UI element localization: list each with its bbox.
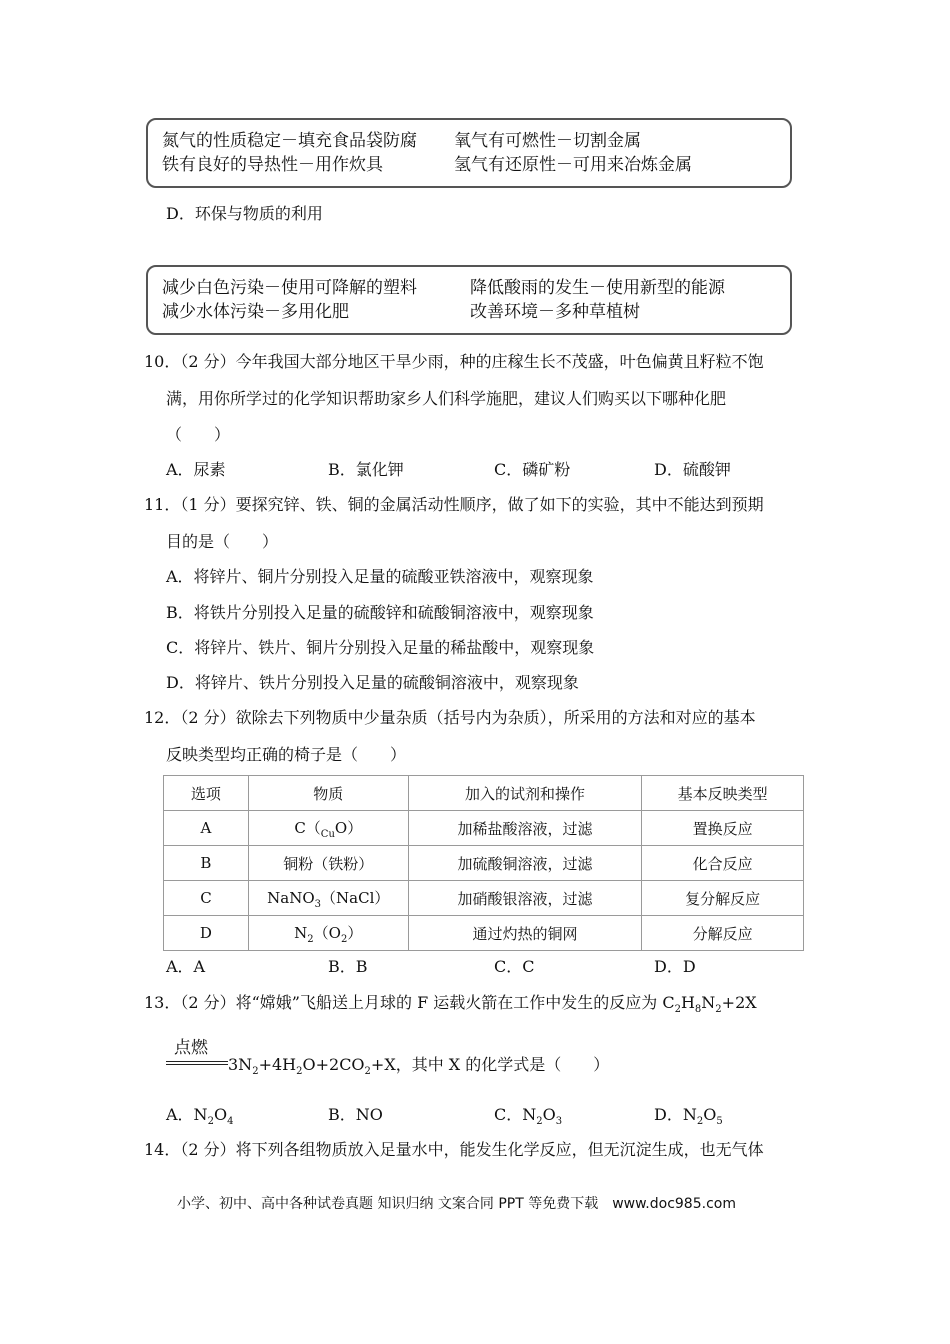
q10-option-b: B．氯化钾 [328,460,404,479]
cell-option: A [164,811,249,846]
q13-option-c: C．$N_2O_3$ [494,1105,563,1128]
box1-line1-left: 氮气的性质稳定－填充食品袋防腐 [162,131,417,151]
header-reaction-type: 基本反映类型 [642,776,804,811]
answer-box-d [146,265,792,335]
q14-stem-line1: 14．（2 分）将下列各组物质放入足量水中，能发生化学反应，但无沉淀生成，也无气体 [144,1140,764,1159]
q10-option-d: D．硫酸钾 [654,460,731,479]
table-row [164,846,804,881]
table-row [164,881,804,916]
box2-line1-right: 降低酸雨的发生－使用新型的能源 [470,278,725,298]
q13-option-d: D．$N_2O_5$ [654,1105,723,1128]
header-substance: 物质 [248,776,408,811]
cell-reagent: 加硝酸银溶液，过滤 [408,881,642,916]
cell-substance: 铜粉（铁粉） [248,846,408,881]
q13-stem-text: 13．（2 分）将“嫦娥”飞船送上月球的 F 运载火箭在工作中发生的反应为 C [144,993,675,1012]
q13-option-d-text: D．N [654,1105,697,1124]
q10-stem-line1: 10．（2 分）今年我国大部分地区干旱少雨，种的庄稼生长不茂盛，叶色偏黄且籽粒不饱 [144,352,764,371]
q10-stem-line3: （ ） [166,425,231,444]
arrow-line-top [166,1061,228,1062]
q13-stem-line2: $3N_2+4H_2O+2CO_2+X$，其中 X 的化学式是（ ） [228,1055,610,1078]
q12-option-b: B．B [328,957,368,976]
box1-line2-left: 铁有良好的导热性－用作炊具 [162,155,383,175]
q12-option-a: A．A [166,957,206,976]
arrow-line-bottom [166,1064,228,1065]
q13-option-b: B．NO [328,1105,383,1124]
q13-stem-line1: 13．（2 分）将“嫦娥”飞船送上月球的 F 运载火箭在工作中发生的反应为 $C_2H_8N_2+2X$ [144,993,757,1016]
q13-option-a: A．$N_2O_4$ [166,1105,234,1128]
q11-option-c: C．将锌片、铁片、铜片分别投入足量的稀盐酸中，观察现象 [166,638,595,657]
table-header-row [164,776,804,811]
q11-stem-line2: 目的是（ ） [166,532,279,551]
reaction-arrow [166,1038,228,1068]
q13-option-c-text: C．N [494,1105,537,1124]
cell-reaction-type: 分解反应 [642,916,804,951]
cell-option: C [164,881,249,916]
box2-line2-right: 改善环境－多种草植树 [470,302,640,322]
cell-reagent: 加稀盐酸溶液，过滤 [408,811,642,846]
answer-box-c [146,118,792,188]
q10-stem-line2: 满，用你所学过的化学知识帮助家乡人们科学施肥，建议人们购买以下哪种化肥 [166,389,727,408]
cell-substance: $C(_{Cu}O)$ [248,811,408,846]
q10-option-a: A．尿素 [166,460,226,479]
q12-option-c: C．C [494,957,535,976]
cell-reagent: 通过灼热的铜网 [408,916,642,951]
q13-option-a-text: A．N [166,1105,208,1124]
q12-stem-line2: 反映类型均正确的椅子是（ ） [166,745,407,764]
q12-option-d: D．D [654,957,696,976]
cell-substance: NaNO$_3$（NaCl） [248,881,408,916]
q10-option-c: C．磷矿粉 [494,460,571,479]
cell-reagent: 加硫酸铜溶液，过滤 [408,846,642,881]
cell-reaction-type: 复分解反应 [642,881,804,916]
q12-options-table [163,775,804,951]
header-reagent: 加入的试剂和操作 [408,776,642,811]
box1-line1-right: 氧气有可燃性－切割金属 [454,131,641,151]
q11-option-b: B．将铁片分别投入足量的硫酸锌和硫酸铜溶液中，观察现象 [166,603,594,622]
box1-line2-right: 氢气有还原性－可用来冶炼金属 [454,155,692,175]
cell-option: B [164,846,249,881]
box2-line2-left: 减少水体污染－多用化肥 [162,302,349,322]
table-row [164,811,804,846]
q9-option-d: D．环保与物质的利用 [166,204,323,223]
cell-reaction-type: 化合反应 [642,846,804,881]
table-row [164,916,804,951]
page-footer: 小学、初中、高中各种试卷真题 知识归纳 文案合同 PPT 等免费下载 www.doc985.com [177,1196,736,1212]
header-option: 选项 [164,776,249,811]
cell-reaction-type: 置换反应 [642,811,804,846]
ignition-label: 点燃 [174,1038,208,1058]
q12-stem-line1: 12．（2 分）欲除去下列物质中少量杂质（括号内为杂质），所采用的方法和对应的基本 [144,708,756,727]
cell-substance: $N_2(O_2)$ [248,916,408,951]
q13-stem-tail: ，其中 X 的化学式是（ ） [395,1055,610,1074]
box2-line1-left: 减少白色污染－使用可降解的塑料 [162,278,417,298]
q11-stem-line1: 11．（1 分）要探究锌、铁、铜的金属活动性顺序，做了如下的实验，其中不能达到预期 [144,495,764,514]
cell-option: D [164,916,249,951]
q11-option-a: A．将锌片、铜片分别投入足量的硫酸亚铁溶液中，观察现象 [166,567,594,586]
q11-option-d: D．将锌片、铁片分别投入足量的硫酸铜溶液中，观察现象 [166,673,579,692]
